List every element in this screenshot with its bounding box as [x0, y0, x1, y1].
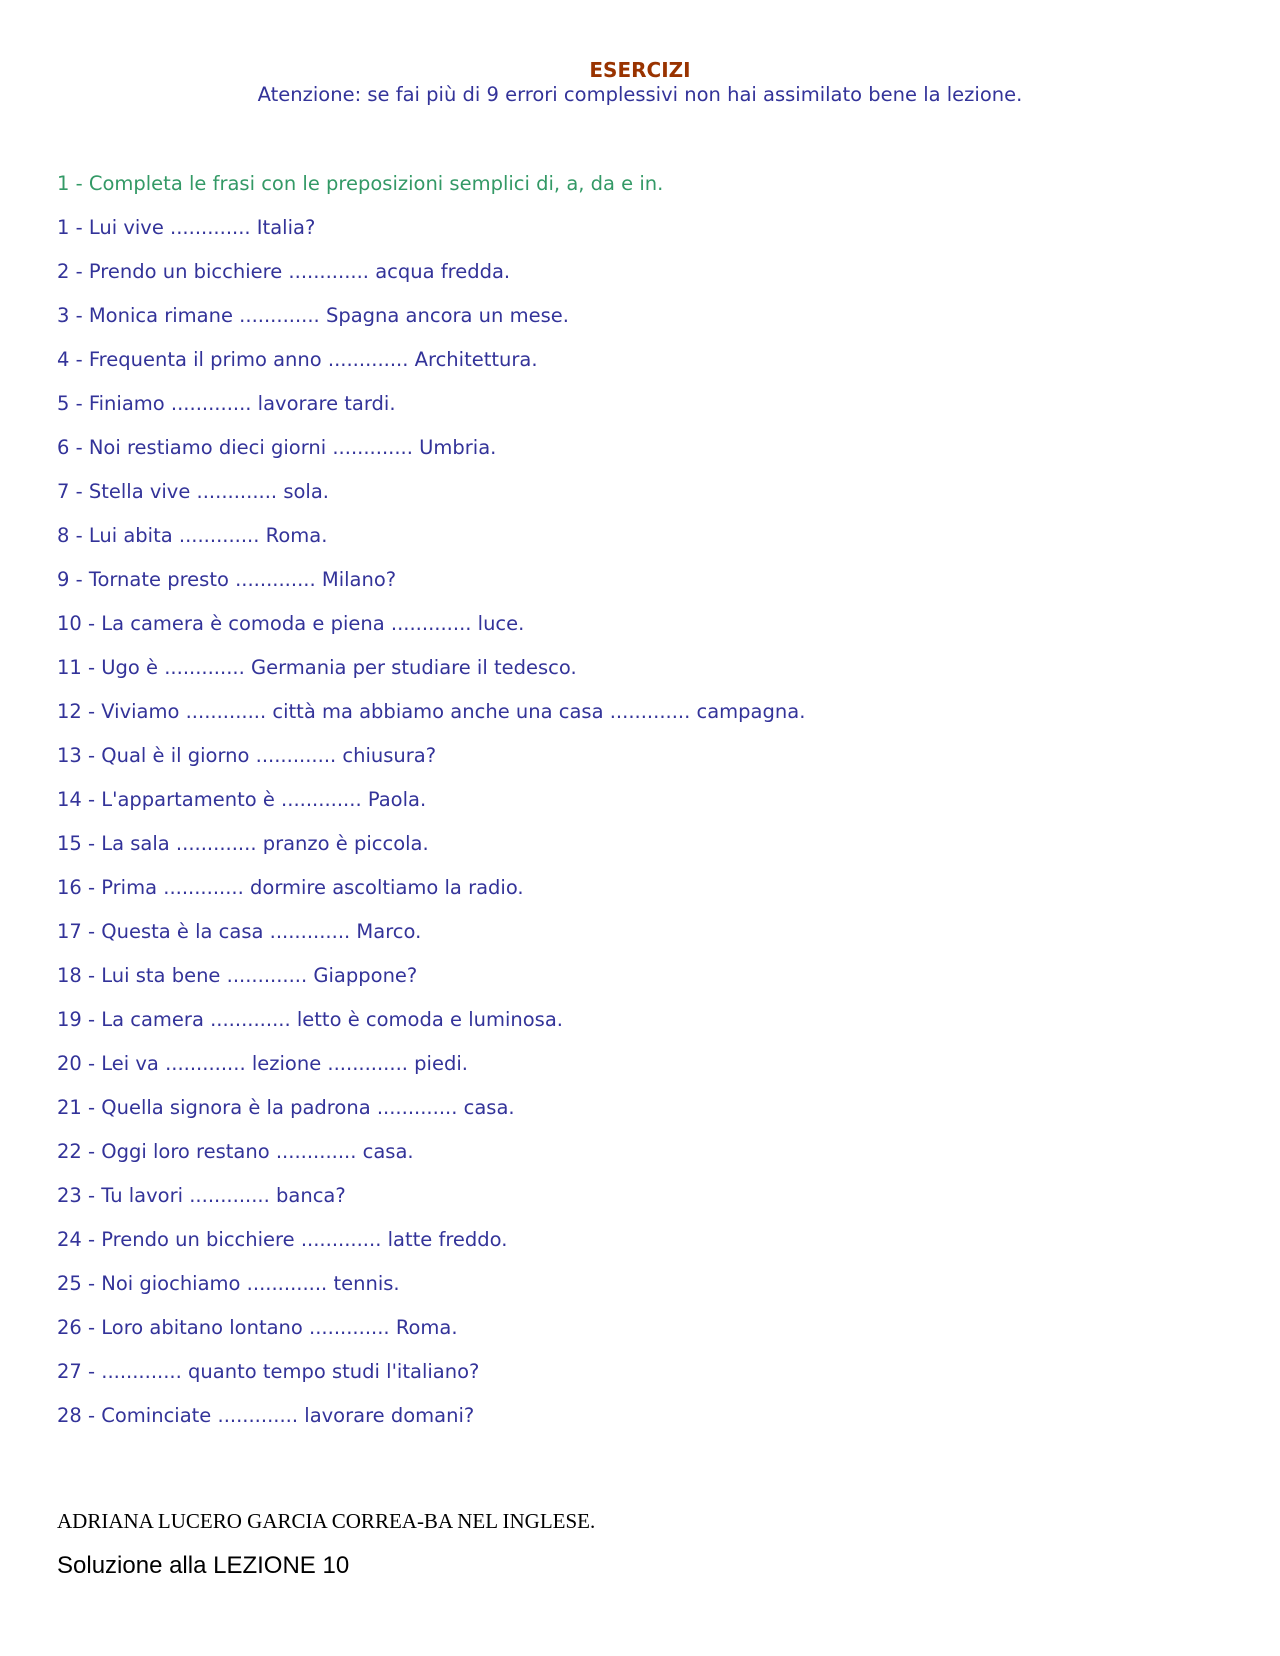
exercise-item: 20 - Lei va ............. lezione ............. piedi.: [57, 1052, 468, 1075]
warning-subtitle: Atenzione: se fai più di 9 errori complessivi non hai assimilato bene la lezione.: [257, 83, 1023, 106]
exercise-item: 11 - Ugo è ............. Germania per studiare il tedesco.: [57, 656, 577, 679]
exercise-item: 22 - Oggi loro restano ............. casa.: [57, 1140, 414, 1163]
exercise-item: 7 - Stella vive ............. sola.: [57, 480, 329, 503]
exercise-item: 18 - Lui sta bene ............. Giappone?: [57, 964, 418, 987]
exercise-item: 2 - Prendo un bicchiere ............. acqua fredda.: [57, 260, 511, 283]
exercise-item: 26 - Loro abitano lontano ............. Roma.: [57, 1316, 458, 1339]
exercise-item: 4 - Frequenta il primo anno ............. Architettura.: [57, 348, 538, 371]
exercise-list: [57, 216, 805, 1448]
exercise-item: 5 - Finiamo ............. lavorare tardi.: [57, 392, 396, 415]
solution-heading: Soluzione alla LEZIONE 10: [57, 1552, 350, 1579]
exercise-item: 27 - ............. quanto tempo studi l'italiano?: [57, 1360, 480, 1383]
exercise-item: 21 - Quella signora è la padrona ............. casa.: [57, 1096, 515, 1119]
exercise-item: 15 - La sala ............. pranzo è piccola.: [57, 832, 429, 855]
exercise-item: 3 - Monica rimane ............. Spagna ancora un mese.: [57, 304, 569, 327]
exercise-item: 19 - La camera ............. letto è comoda e luminosa.: [57, 1008, 563, 1031]
exercise-item: 9 - Tornate presto ............. Milano?: [57, 568, 397, 591]
exercise-item: 28 - Cominciate ............. lavorare domani?: [57, 1404, 475, 1427]
exercise-item: 23 - Tu lavori ............. banca?: [57, 1184, 346, 1207]
exercise-item: 14 - L'appartamento è ............. Paola.: [57, 788, 427, 811]
exercise-item: 8 - Lui abita ............. Roma.: [57, 524, 328, 547]
exercise-instruction: 1 - Completa le frasi con le preposizioni semplici di, a, da e in.: [57, 172, 664, 195]
author-line: ADRIANA LUCERO GARCIA CORREA-BA NEL INGLESE.: [57, 1509, 596, 1533]
exercise-item: 12 - Viviamo ............. città ma abbiamo anche una casa ............. campagna.: [57, 700, 806, 723]
exercise-item: 10 - La camera è comoda e piena ............. luce.: [57, 612, 525, 635]
exercise-item: 17 - Questa è la casa ............. Marco.: [57, 920, 422, 943]
exercise-item: 1 - Lui vive ............. Italia?: [57, 216, 316, 239]
exercise-item: 16 - Prima ............. dormire ascoltiamo la radio.: [57, 876, 524, 899]
page-title: ESERCIZI: [589, 58, 691, 82]
exercise-item: 13 - Qual è il giorno ............. chiusura?: [57, 744, 437, 767]
exercise-item: 25 - Noi giochiamo ............. tennis.: [57, 1272, 400, 1295]
exercise-item: 24 - Prendo un bicchiere ............. latte freddo.: [57, 1228, 508, 1251]
exercise-item: 6 - Noi restiamo dieci giorni ............. Umbria.: [57, 436, 497, 459]
